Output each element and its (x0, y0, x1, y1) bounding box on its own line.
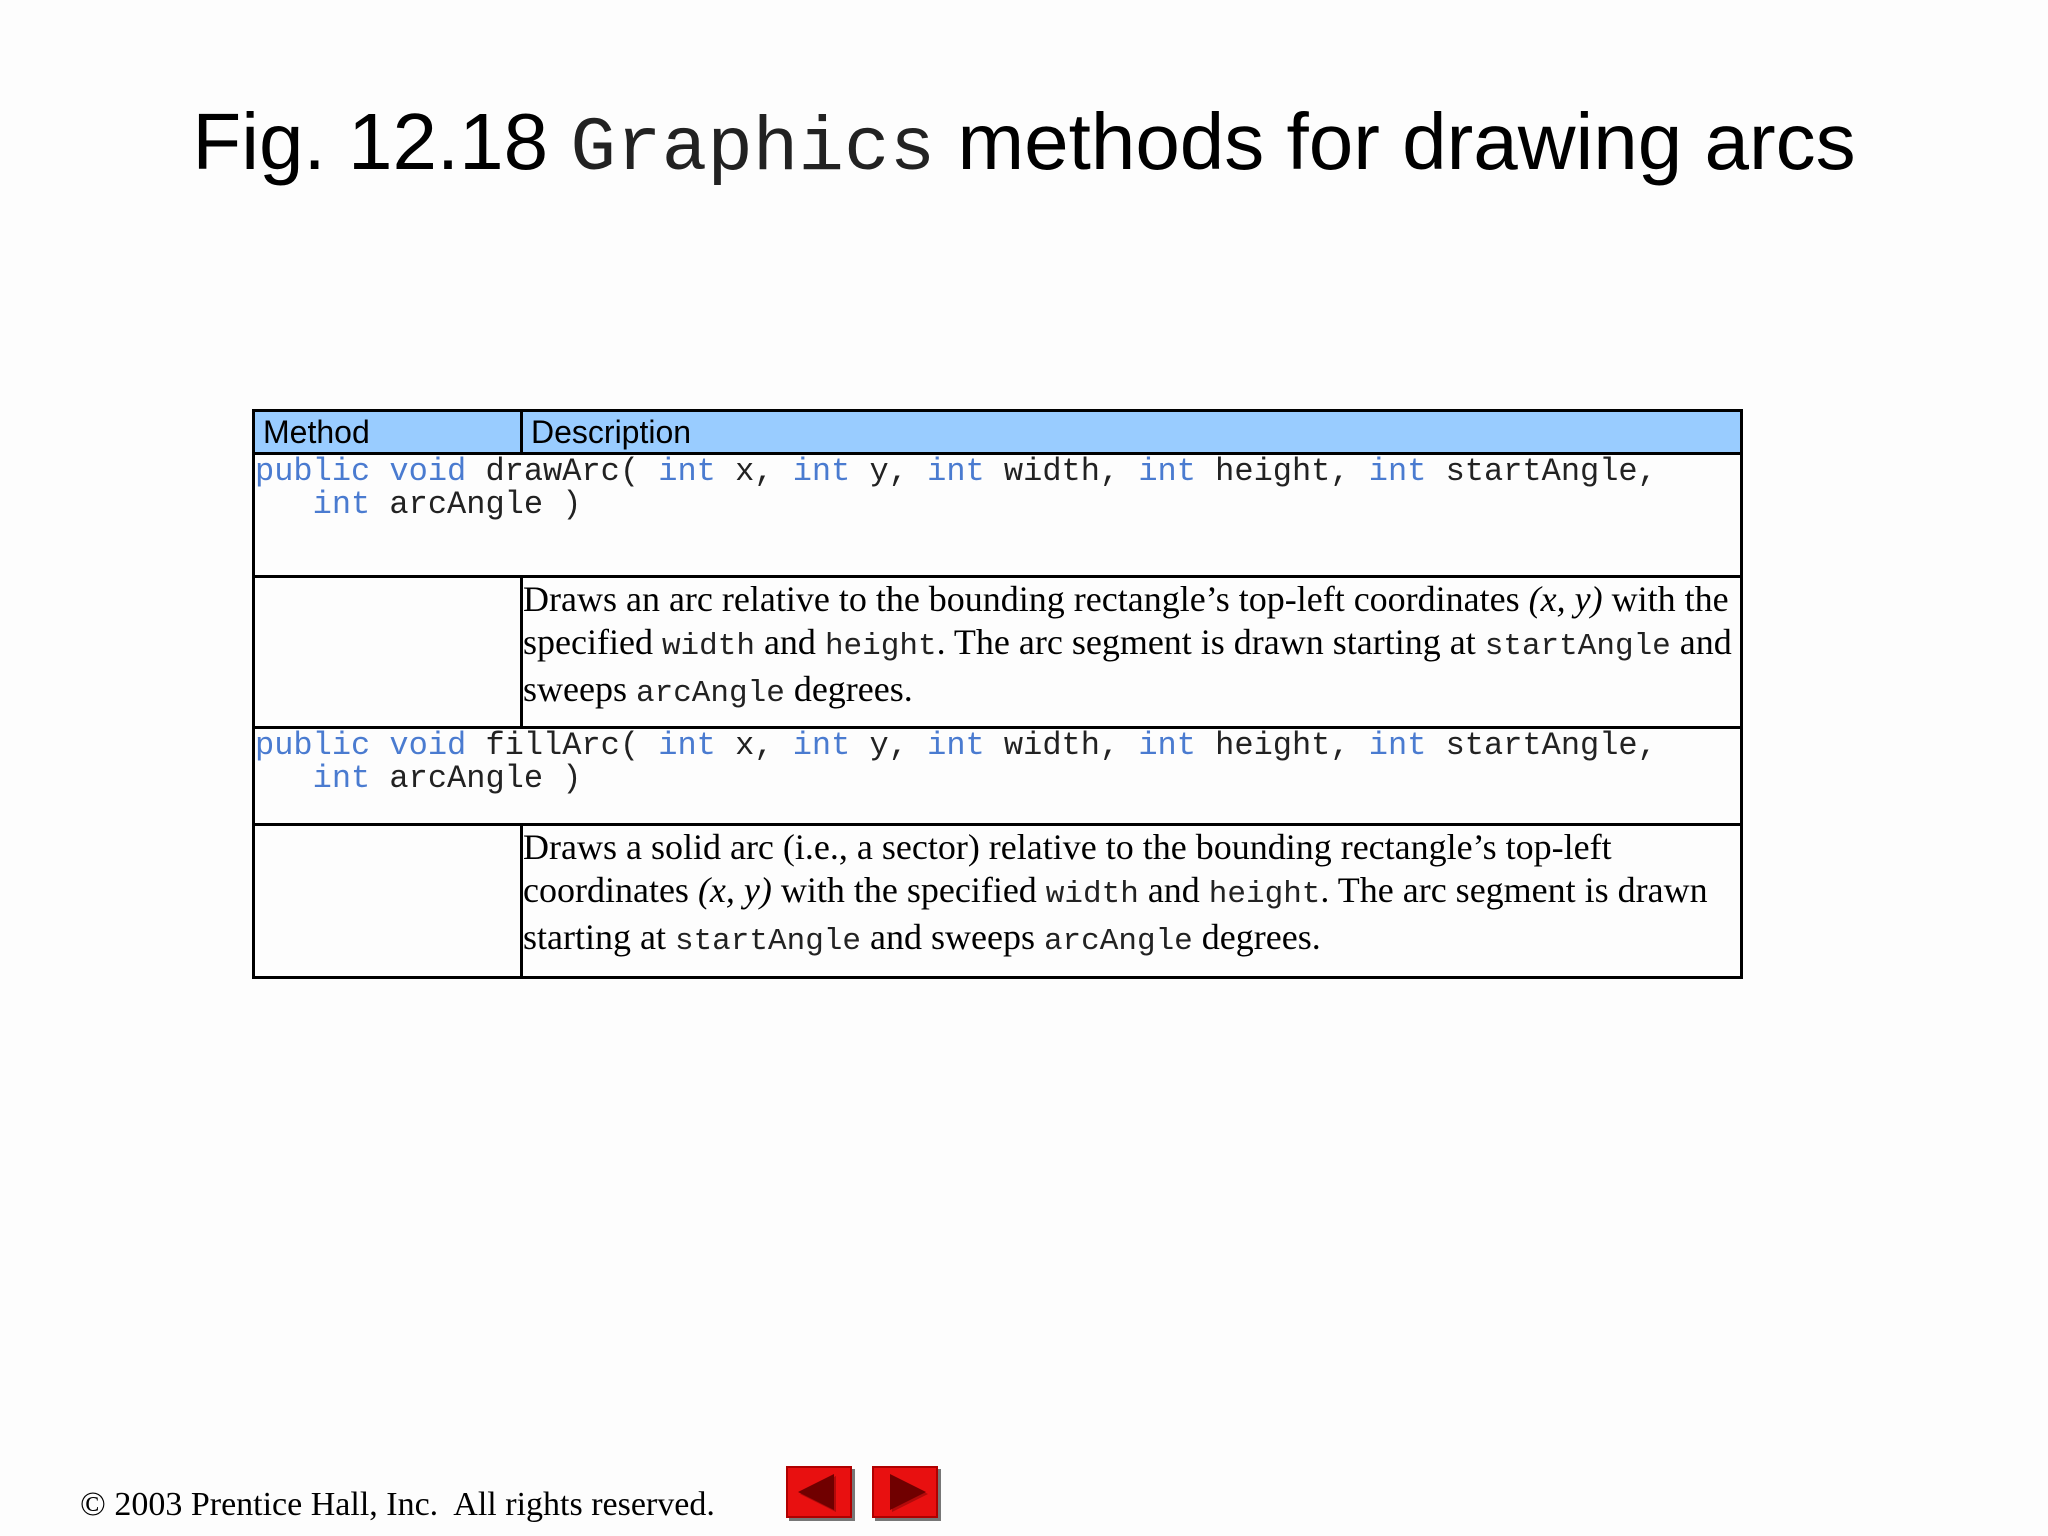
desc-coords: (x, y) (1528, 579, 1603, 619)
previous-slide-button[interactable] (786, 1466, 852, 1518)
header-method: Method (254, 411, 522, 454)
desc-text: Draws an arc relative to the bounding rectangle’s top-left coordinates (523, 579, 1529, 619)
method-name: fillArc( (466, 727, 659, 764)
keyword: int (1138, 727, 1196, 764)
desc-code: height (824, 629, 937, 664)
desc-text: degrees. (1192, 917, 1321, 957)
header-description: Description (522, 411, 1742, 454)
desc-text: and sweeps (861, 917, 1044, 957)
desc-text: with the specified (523, 579, 1729, 662)
indent (255, 486, 313, 523)
desc-text: and (754, 622, 825, 662)
left-triangle-icon (788, 1468, 850, 1516)
param: width, (984, 727, 1139, 764)
table-row (254, 577, 1742, 728)
table-row (254, 454, 1742, 577)
copyright-notice: © 2003 Prentice Hall, Inc. All rights reserved. (80, 1486, 715, 1523)
slide-title (0, 92, 2048, 199)
method-name: drawArc( (466, 453, 659, 490)
desc-text: with the specified (771, 870, 1046, 910)
param: y, (850, 453, 928, 490)
keyword: int (658, 727, 716, 764)
empty-cell (254, 825, 522, 978)
keyword: int (792, 453, 851, 490)
keyword: int (1368, 727, 1427, 764)
keyword: int (312, 760, 371, 797)
desc-text: . The arc segment is drawn starting at (523, 870, 1708, 957)
param: arcAngle ) (370, 760, 582, 797)
desc-code: startAngle (674, 924, 861, 959)
desc-code: width (1045, 877, 1139, 912)
keyword: int (927, 453, 985, 490)
title-prefix: Fig. 12.18 (192, 97, 571, 186)
next-slide-button[interactable] (872, 1466, 938, 1518)
keyword: int (927, 727, 985, 764)
keyword: public void (255, 727, 467, 764)
description-drawarc (522, 577, 1742, 728)
desc-text: and (1138, 870, 1209, 910)
right-triangle-icon (874, 1468, 936, 1516)
param: startAngle, (1426, 727, 1657, 764)
param: startAngle, (1426, 453, 1657, 490)
param: height, (1195, 453, 1369, 490)
param: width, (984, 453, 1139, 490)
empty-cell (254, 577, 522, 728)
desc-text: degrees. (784, 669, 913, 709)
desc-code: arcAngle (635, 676, 785, 711)
desc-code: startAngle (1484, 629, 1671, 664)
table-row (254, 825, 1742, 978)
desc-code: width (661, 629, 755, 664)
method-signature-fillarc (254, 728, 1742, 825)
keyword: int (1138, 453, 1196, 490)
param: height, (1195, 727, 1369, 764)
desc-code: height (1208, 877, 1321, 912)
keyword: int (792, 727, 851, 764)
keyword: int (658, 453, 716, 490)
description-fillarc (522, 825, 1742, 978)
indent (255, 760, 313, 797)
desc-text: . The arc segment is drawn starting at (936, 622, 1485, 662)
keyword: int (1368, 453, 1427, 490)
title-suffix: methods for drawing arcs (935, 97, 1856, 186)
param: x, (715, 727, 793, 764)
param: y, (850, 727, 928, 764)
methods-table (252, 409, 1743, 979)
table-header-row (254, 411, 1742, 454)
param: arcAngle ) (370, 486, 582, 523)
param: x, (715, 453, 793, 490)
desc-text: and sweeps (523, 622, 1732, 709)
desc-coords: (x, y) (697, 870, 772, 910)
table-row (254, 728, 1742, 825)
desc-text: Draws a solid arc (i.e., a sector) relative to the bounding rectangle’s top-left coordinates (523, 827, 1612, 910)
keyword: int (312, 486, 371, 523)
desc-code: arcAngle (1043, 924, 1193, 959)
method-signature-drawarc (254, 454, 1742, 577)
title-class-name: Graphics (570, 106, 936, 192)
keyword: public void (255, 453, 467, 490)
